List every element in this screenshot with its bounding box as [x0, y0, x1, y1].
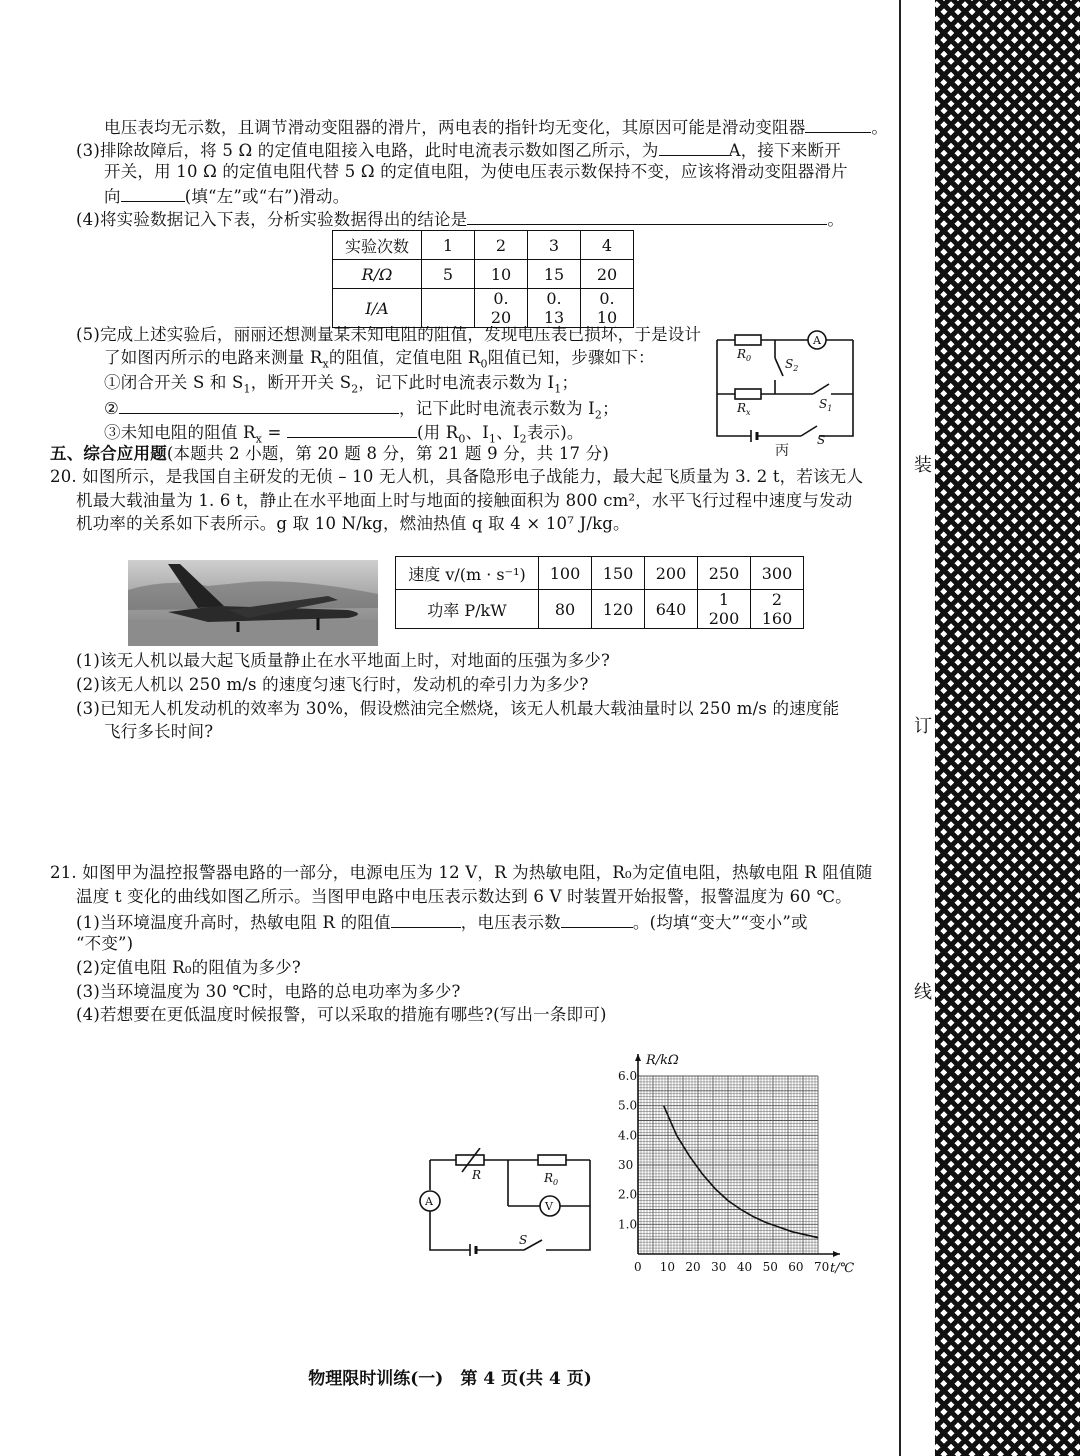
- x-axis-arrow: [833, 1251, 840, 1257]
- q19-part3-line2: 开关，用 10 Ω 的定值电阻代替 5 Ω 的定值电阻，为使电压表示数保持不变，应该将滑动变阻器滑片: [104, 162, 848, 181]
- x-tick-label: 70: [814, 1260, 830, 1274]
- binding-pattern: [935, 0, 1080, 1456]
- q21-line1: 21. 如图甲为温控报警器电路的一部分，电源电压为 12 V，R 为热敏电阻，R₀为定值电阻，热敏电阻 R 阻值随: [50, 863, 873, 882]
- q21-question3: (3)当环境温度为 30 ℃时，电路的总电功率为多少?: [76, 982, 461, 1001]
- section-five-heading: 五、综合应用题(本题共 2 小题，第 20 题 8 分，第 21 题 9 分，共 17 分): [50, 444, 609, 463]
- experiment-table: [332, 230, 634, 328]
- resistance-temperature-chart: [604, 1046, 874, 1278]
- label-rx: $R_x$: [737, 401, 751, 417]
- q19-step3: ③未知电阻的阻值 $R_x$ = (用 $R_0$、$I_1$、$I_2$表示)。: [104, 420, 584, 444]
- q20-question3-line2: 飞行多长时间?: [104, 722, 214, 741]
- table-row: 速度 v/(m · s⁻¹) 100 150 200 250 300: [396, 557, 804, 590]
- x-tick-label: 0: [634, 1260, 642, 1274]
- y-tick-label: 30: [618, 1158, 634, 1172]
- q21-question1-line2: “不变”): [76, 934, 134, 953]
- y-tick-label: 4.0: [618, 1128, 638, 1143]
- label-s2: $S_2$: [785, 357, 799, 373]
- q20-question2: (2)该无人机以 250 m/s 的速度匀速飞行时，发动机的牵引力为多少?: [76, 675, 589, 694]
- q20-line2: 机最大载油量为 1. 6 t，静止在水平地面上时与地面的接触面积为 800 cm²，水平飞行过程中速度与发动: [76, 491, 853, 510]
- label-s1: $S_1$: [819, 397, 833, 413]
- table-row: I/A 0. 20 0. 13 0. 10: [333, 289, 634, 328]
- q21-question1-line1: (1)当环境温度升高时，热敏电阻 R 的阻值 ，电压表示数 。(均填“变大”“变小”或: [76, 910, 808, 934]
- y-tick-label: 5.0: [618, 1098, 638, 1113]
- y-tick-label: 2.0: [618, 1187, 638, 1202]
- x-tick-label: 40: [736, 1260, 753, 1274]
- q21-question4: (4)若想要在更低温度时候报警，可以采取的措施有哪些?(写出一条即可): [76, 1005, 607, 1024]
- q19-part5-line2: 了如图丙所示的电路来测量 $R_x$的阻值，定值电阻 $R_0$阻值已知，步骤如下：: [104, 348, 655, 371]
- y-axis-arrow: [635, 1054, 641, 1061]
- label-s: S: [519, 1233, 528, 1247]
- voltmeter-label: V: [545, 1200, 553, 1213]
- q19-part3-line1: (3)排除故障后，将 5 Ω 的定值电阻接入电路，此时电流表示数如图乙所示，为 A，接下来断开: [76, 138, 841, 162]
- x-tick-label: 20: [685, 1260, 701, 1274]
- q21-question2: (2)定值电阻 R₀的阻值为多少?: [76, 958, 301, 977]
- table-row: R/Ω 5 10 15 20: [333, 260, 634, 289]
- label-r: R: [472, 1168, 482, 1182]
- x-tick-label: 30: [711, 1260, 727, 1274]
- label-r0: $R_0$: [544, 1171, 559, 1187]
- table-row: 实验次数 1 2 3 4: [333, 231, 634, 260]
- q20-question3-line1: (3)已知无人机发动机的效率为 30%，假设燃油完全燃烧，该无人机最大载油量时以 250 m/s 的速度能: [76, 699, 840, 718]
- binding-rule: [899, 0, 901, 1456]
- q19-part4: (4)将实验数据记入下表，分析实验数据得出的结论是 。: [76, 207, 844, 231]
- binding-label-bottom: 线: [911, 982, 932, 1000]
- circuit-figure-jia: [412, 1148, 598, 1260]
- ammeter-label: A: [813, 334, 821, 347]
- binding-label-middle: 订: [911, 716, 932, 734]
- y-tick-label: 6.0: [618, 1069, 638, 1083]
- y-tick-label: 1.0: [618, 1217, 638, 1232]
- q19-continuation: 电压表均无示数，且调节滑动变阻器的滑片，两电表的指针均无变化，其原因可能是滑动变阻器 。: [104, 115, 888, 139]
- q20-line1: 20. 如图所示，是我国自主研发的无侦 – 10 无人机，具备隐形电子战能力，最大起飞质量为 3. 2 t，若该无人: [50, 467, 864, 486]
- x-tick-label: 60: [788, 1260, 804, 1274]
- q19-part5-line1: (5)完成上述实验后，丽丽还想测量某未知电阻的阻值，发现电压表已损坏，于是设计: [76, 325, 702, 344]
- q19-step2: ② ，记下此时电流表示数为 $I_2$；: [104, 396, 619, 420]
- binding-label-top: 装: [911, 455, 932, 473]
- q21-line2: 温度 t 变化的曲线如图乙所示。当图甲电路中电压表示数达到 6 V 时装置开始报警，报警温度为 60 ℃。: [76, 887, 852, 906]
- table-row: 功率 P/kW 80 120 640 1 200 2 160: [396, 590, 804, 629]
- x-tick-label: 50: [762, 1260, 778, 1274]
- q19-part3-line3: 向 (填“左”或“右”)滑动。: [104, 184, 349, 208]
- r-t-curve: [664, 1106, 818, 1238]
- figure-caption-bing: 丙: [775, 443, 789, 459]
- y-axis-label: R/kΩ: [646, 1053, 679, 1068]
- page-footer: 物理限时训练(一) 第 4 页(共 4 页): [308, 1369, 592, 1389]
- speed-power-table: [395, 556, 804, 629]
- x-axis-label: t/℃: [830, 1261, 855, 1276]
- q20-line3: 机功率的关系如下表所示。g 取 10 N/kg，燃油热值 q 取 4 × 10⁷ J/kg。: [76, 514, 630, 533]
- drone-illustration: [128, 560, 378, 646]
- circuit-figure-bing: [705, 328, 865, 460]
- ammeter-label: A: [425, 1195, 433, 1208]
- label-r0: $R_0$: [737, 347, 752, 363]
- x-tick-label: 10: [659, 1260, 675, 1274]
- q20-question1: (1)该无人机以最大起飞质量静止在水平地面上时，对地面的压强为多少?: [76, 651, 611, 670]
- label-s: S: [817, 433, 826, 447]
- q19-step1: ①闭合开关 S 和 $S_1$，断开开关 $S_2$，记下此时电流表示数为 $I_1$；: [104, 373, 579, 396]
- drone-photo: [128, 560, 378, 646]
